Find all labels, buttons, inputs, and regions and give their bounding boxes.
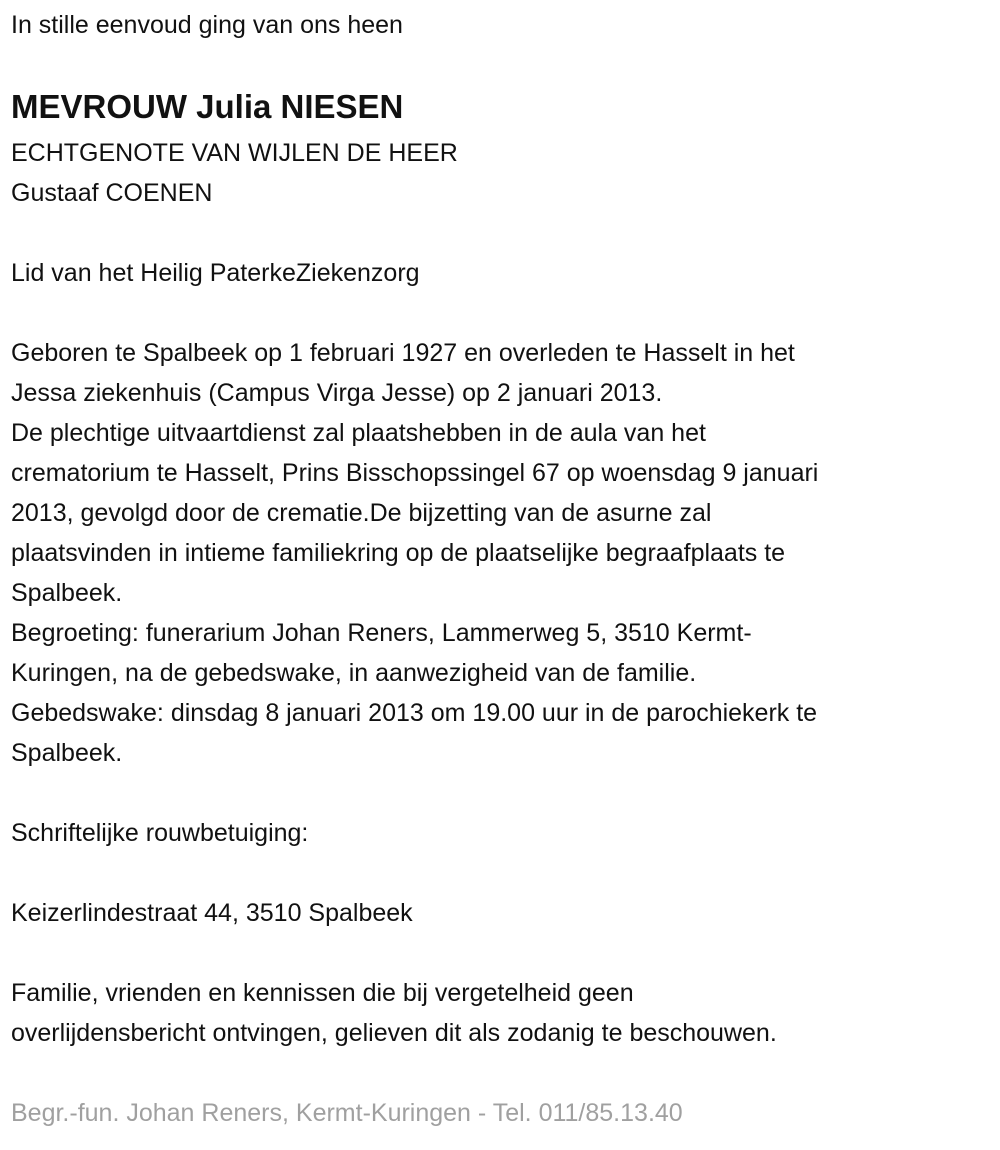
details-line: Spalbeek. bbox=[11, 739, 123, 767]
details-line: De plechtige uitvaartdienst zal plaatshebben in de aula van het bbox=[11, 419, 706, 447]
notice-line: Familie, vrienden en kennissen die bij vergetelheid geen bbox=[11, 979, 634, 1007]
intro-text: In stille eenvoud ging van ons heen bbox=[11, 11, 403, 39]
details-line: Spalbeek. bbox=[11, 579, 123, 607]
details-line: Geboren te Spalbeek op 1 februari 1927 en overleden te Hasselt in het bbox=[11, 339, 795, 367]
notice-line: overlijdensbericht ontvingen, gelieven dit als zodanig te beschouwen. bbox=[11, 1019, 777, 1047]
membership-text: Lid van het Heilig PaterkeZiekenzorg bbox=[11, 259, 420, 287]
spacer bbox=[11, 45, 1000, 85]
spacer bbox=[11, 773, 1000, 813]
details-line: Jessa ziekenhuis (Campus Virga Jesse) op 2 januari 2013. bbox=[11, 379, 663, 407]
spacer bbox=[11, 1053, 1000, 1093]
details-paragraph bbox=[11, 333, 1000, 773]
details-line: 2013, gevolgd door de crematie.De bijzetting van de asurne zal bbox=[11, 499, 712, 527]
details-line: Begroeting: funerarium Johan Reners, Lammerweg 5, 3510 Kermt- bbox=[11, 619, 752, 647]
details-line: crematorium te Hasselt, Prins Bisschopssingel 67 op woensdag 9 januari bbox=[11, 459, 819, 487]
spouse-name: Gustaaf COENEN bbox=[11, 179, 213, 207]
deceased-name: MEVROUW Julia NIESEN bbox=[11, 88, 404, 125]
funeral-home-footer: Begr.-fun. Johan Reners, Kermt-Kuringen - Tel. 011/85.13.40 bbox=[11, 1099, 683, 1127]
details-line: plaatsvinden in intieme familiekring op de plaatselijke begraafplaats te bbox=[11, 539, 786, 567]
spacer bbox=[11, 853, 1000, 893]
spacer bbox=[11, 213, 1000, 253]
details-line: Gebedswake: dinsdag 8 januari 2013 om 19.00 uur in de parochiekerk te bbox=[11, 699, 818, 727]
spouse-line: ECHTGENOTE VAN WIJLEN DE HEER bbox=[11, 139, 458, 167]
condolence-address: Keizerlindestraat 44, 3510 Spalbeek bbox=[11, 899, 413, 927]
spacer bbox=[11, 933, 1000, 973]
spacer bbox=[11, 293, 1000, 333]
condolence-label: Schriftelijke rouwbetuiging: bbox=[11, 819, 309, 847]
details-line: Kuringen, na de gebedswake, in aanwezigheid van de familie. bbox=[11, 659, 697, 687]
